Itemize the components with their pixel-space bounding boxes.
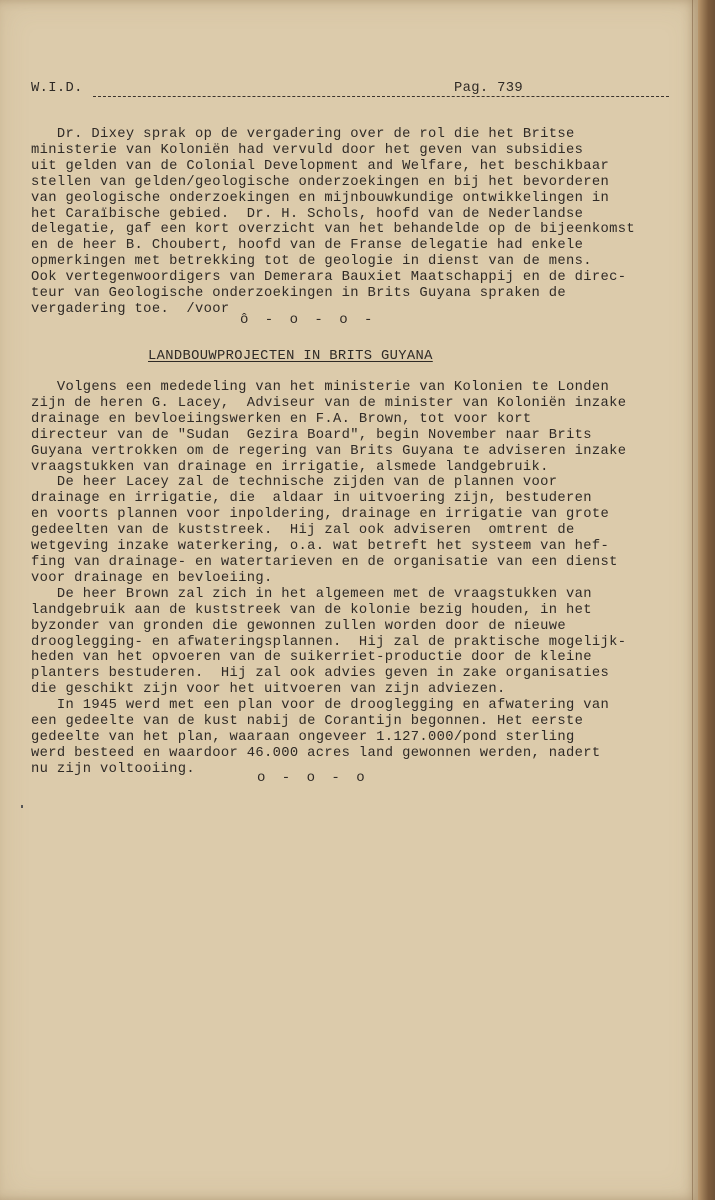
text-line: die geschikt zijn voor het uitvoeren van zijn adviezen. (31, 682, 506, 698)
text-line: Dr. Dixey sprak op de vergadering over de rol die het Britse (31, 127, 575, 142)
text-line: uit gelden van de Colonial Development and Welfare, het beschikbaar (31, 158, 610, 174)
text-line: In 1945 werd met een plan voor de drooglegging en afwatering van (31, 698, 610, 714)
text-line: landgebruik aan de kuststreek van de kolonie bezig houden, in het (31, 602, 592, 618)
paragraph-landbouw (31, 380, 626, 778)
text-line: gedeelte van het plan, waaraan ongeveer 1.127.000/pond sterling (31, 729, 575, 745)
page-edge (698, 0, 715, 1200)
header-rule (93, 96, 669, 97)
text-line: Volgens een mededeling van het ministerie van Kolonien te Londen (31, 380, 610, 395)
separator: ô - o - o - (240, 312, 377, 328)
text-line: het Caraïbische gebied. Dr. H. Schols, hoofd van de Nederlandse (31, 206, 584, 222)
text-line: directeur van de "Sudan Gezira Board", begin November naar Brits (31, 427, 592, 443)
text-line: Guyana vertrokken om de regering van Brits Guyana te adviseren inzake (31, 443, 627, 459)
header-code: W.I.D. (31, 81, 83, 96)
text-line: heden van het opvoeren van de suikerriet-productie door de kleine (31, 650, 592, 666)
text-line: en voorts plannen voor inpoldering, drainage en irrigatie van grote (31, 507, 610, 523)
text-line: een gedeelte van de kust nabij de Corantijn begonnen. Het eerste (31, 714, 584, 730)
text-line: wetgeving inzake waterkering, o.a. wat betreft het systeem van hef- (31, 539, 610, 555)
text-line: opmerkingen met betrekking tot de geologie in dienst van de mens. (31, 254, 592, 270)
section-heading: LANDBOUWPROJECTEN IN BRITS GUYANA (148, 349, 433, 364)
text-line: nu zijn voltooiing. (31, 761, 195, 777)
page-number: Pag. 739 (454, 81, 524, 96)
page-header (31, 81, 671, 101)
text-line: drainage en irrigatie, die aldaar in uitvoering zijn, bestuderen (31, 491, 592, 507)
text-line: zijn de heren G. Lacey, Adviseur van de minister van Koloniën inzake (31, 395, 627, 411)
text-line: gedeelten van de kuststreek. Hij zal ook adviseren omtrent de (31, 523, 575, 539)
text-line: drainage en bevloeiingswerken en F.A. Brown, tot voor kort (31, 411, 532, 427)
text-line: werd besteed en waardoor 46.000 acres land gewonnen werden, nadert (31, 745, 601, 761)
text-line: Ook vertegenwoordigers van Demerara Bauxiet Maatschappij en de direc- (31, 270, 627, 286)
text-line: ministerie van Koloniën had vervuld door het geven van subsidies (31, 142, 584, 158)
text-line: stellen van gelden/geologische onderzoekingen en bij het bevorderen (31, 174, 610, 190)
text-line: drooglegging- en afwateringsplannen. Hij zal de praktische mogelijk- (31, 634, 627, 650)
text-line: delegatie, gaf een kort overzicht van het behandelde op de bijeenkomst (31, 222, 636, 238)
text-line: en de heer B. Choubert, hoofd van de Franse delegatie had enkele (31, 238, 584, 254)
text-line: fing van drainage- en watertarieven en de organisatie van een dienst (31, 554, 618, 570)
text-line: voor drainage en bevloeiing. (31, 570, 273, 586)
page-fold-line (692, 0, 693, 1200)
text-line: byzonder van gronden die gewonnen zullen worden door de nieuwe (31, 618, 567, 634)
text-line: vraagstukken van drainage en irrigatie, alsmede landgebruik. (31, 459, 549, 475)
text-line: De heer Lacey zal de technische zijden van de plannen voor (31, 475, 558, 491)
text-line: teur van Geologische onderzoekingen in Brits Guyana spraken de (31, 286, 567, 302)
text-line: van geologische onderzoekingen en mijnbouwkundige ontwikkelingen in (31, 190, 610, 206)
text-line: vergadering toe. /voor (31, 301, 230, 317)
paragraph-dixey (31, 127, 635, 318)
separator: o - o - o (257, 770, 369, 786)
text-line: De heer Brown zal zich in het algemeen met de vraagstukken van (31, 586, 592, 602)
ink-speck (21, 805, 23, 808)
text-line: planters bestuderen. Hij zal ook advies geven in zake organisaties (31, 666, 610, 682)
